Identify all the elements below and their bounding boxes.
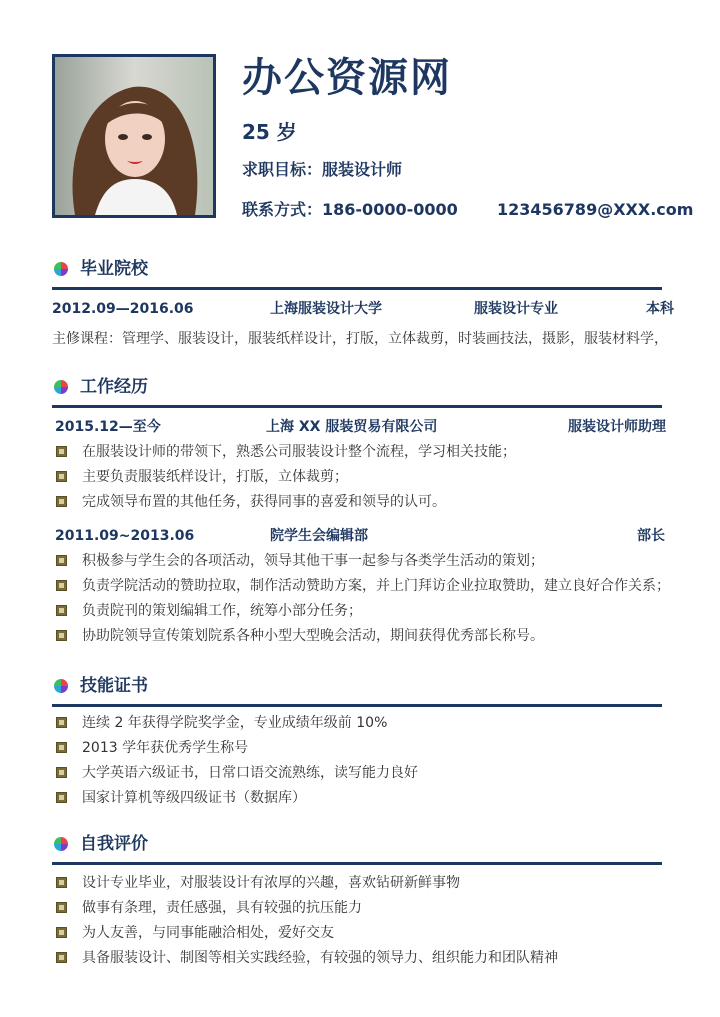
- square-bullet-icon: [56, 555, 67, 566]
- section-title: 技能证书: [80, 676, 148, 696]
- job-period: 2015.12—至今: [55, 419, 161, 435]
- square-bullet-icon: [56, 902, 67, 913]
- candidate-age: 25 岁: [242, 120, 297, 144]
- section-divider: [52, 862, 662, 865]
- job-company: 上海 XX 服装贸易有限公司: [266, 419, 438, 435]
- square-bullet-icon: [56, 471, 67, 482]
- education-courses: 主修课程：管理学、服装设计，服装纸样设计，打版，立体裁剪，时装画技法，摄影，服装材料学，: [52, 331, 668, 347]
- objective-line: [242, 158, 402, 182]
- job-duties-list: [56, 442, 516, 517]
- objective-label: 求职目标：: [242, 160, 323, 179]
- list-item: 连续 2 年获得学院奖学金，专业成绩年级前 10%: [56, 713, 418, 738]
- square-bullet-icon: [56, 496, 67, 507]
- section-divider: [52, 287, 662, 290]
- list-item: 主要负责服装纸样设计，打版，立体裁剪；: [56, 467, 516, 492]
- section-divider: [52, 405, 662, 408]
- education-school: 上海服装设计大学: [270, 301, 382, 317]
- self-evaluation-list: [56, 873, 558, 973]
- phone-number: 186-0000-0000: [322, 200, 458, 219]
- section-divider: [52, 704, 662, 707]
- section-bullet-icon: [54, 837, 68, 851]
- square-bullet-icon: [56, 952, 67, 963]
- square-bullet-icon: [56, 767, 67, 778]
- square-bullet-icon: [56, 927, 67, 938]
- list-item: 设计专业毕业，对服装设计有浓厚的兴趣，喜欢钻研新鲜事物: [56, 873, 558, 898]
- list-item: 为人友善，与同事能融洽相处，爱好交友: [56, 923, 558, 948]
- education-period: 2012.09—2016.06: [52, 301, 194, 317]
- list-item: 国家计算机等级四级证书（数据库）: [56, 788, 418, 813]
- education-major: 服装设计专业: [474, 301, 558, 317]
- list-item: 负责院刊的策划编辑工作，统筹小部分任务；: [56, 601, 670, 626]
- list-item: 负责学院活动的赞助拉取，制作活动赞助方案，并上门拜访企业拉取赞助，建立良好合作关系；: [56, 576, 670, 601]
- section-title: 工作经历: [80, 377, 148, 397]
- list-item: 完成领导布置的其他任务，获得同事的喜爱和领导的认可。: [56, 492, 516, 517]
- section-title: 毕业院校: [80, 259, 148, 279]
- job-company: 院学生会编辑部: [270, 528, 368, 544]
- list-item: 在服装设计师的带领下，熟悉公司服装设计整个流程，学习相关技能；: [56, 442, 516, 467]
- square-bullet-icon: [56, 877, 67, 888]
- list-item: 积极参与学生会的各项活动，领导其他干事一起参与各类学生活动的策划；: [56, 551, 670, 576]
- job-duties-list: [56, 551, 670, 651]
- candidate-name: 办公资源网: [242, 55, 452, 101]
- square-bullet-icon: [56, 742, 67, 753]
- square-bullet-icon: [56, 630, 67, 641]
- list-item: 做事有条理，责任感强，具有较强的抗压能力: [56, 898, 558, 923]
- portrait-image: [55, 57, 213, 215]
- square-bullet-icon: [56, 792, 67, 803]
- square-bullet-icon: [56, 717, 67, 728]
- profile-photo: [52, 54, 216, 218]
- list-item: 具备服装设计、制图等相关实践经验，有较强的领导力、组织能力和团队精神: [56, 948, 558, 973]
- list-item: 大学英语六级证书，日常口语交流熟练，读写能力良好: [56, 763, 418, 788]
- section-bullet-icon: [54, 262, 68, 276]
- contact-line: [242, 198, 458, 222]
- contact-label: 联系方式：: [242, 200, 323, 219]
- list-item: 协助院领导宣传策划院系各种小型大型晚会活动，期间获得优秀部长称号。: [56, 626, 670, 651]
- education-degree: 本科: [646, 301, 674, 317]
- objective-value: 服装设计师: [322, 160, 403, 179]
- job-period: 2011.09~2013.06: [55, 528, 195, 544]
- square-bullet-icon: [56, 446, 67, 457]
- section-bullet-icon: [54, 679, 68, 693]
- square-bullet-icon: [56, 580, 67, 591]
- list-item: 2013 学年获优秀学生称号: [56, 738, 418, 763]
- email-address: 123456789@XXX.com: [497, 200, 694, 219]
- square-bullet-icon: [56, 605, 67, 616]
- job-position: 服装设计师助理: [568, 419, 666, 435]
- job-position: 部长: [637, 528, 665, 544]
- skills-list: [56, 713, 418, 813]
- section-title: 自我评价: [80, 834, 148, 854]
- section-bullet-icon: [54, 380, 68, 394]
